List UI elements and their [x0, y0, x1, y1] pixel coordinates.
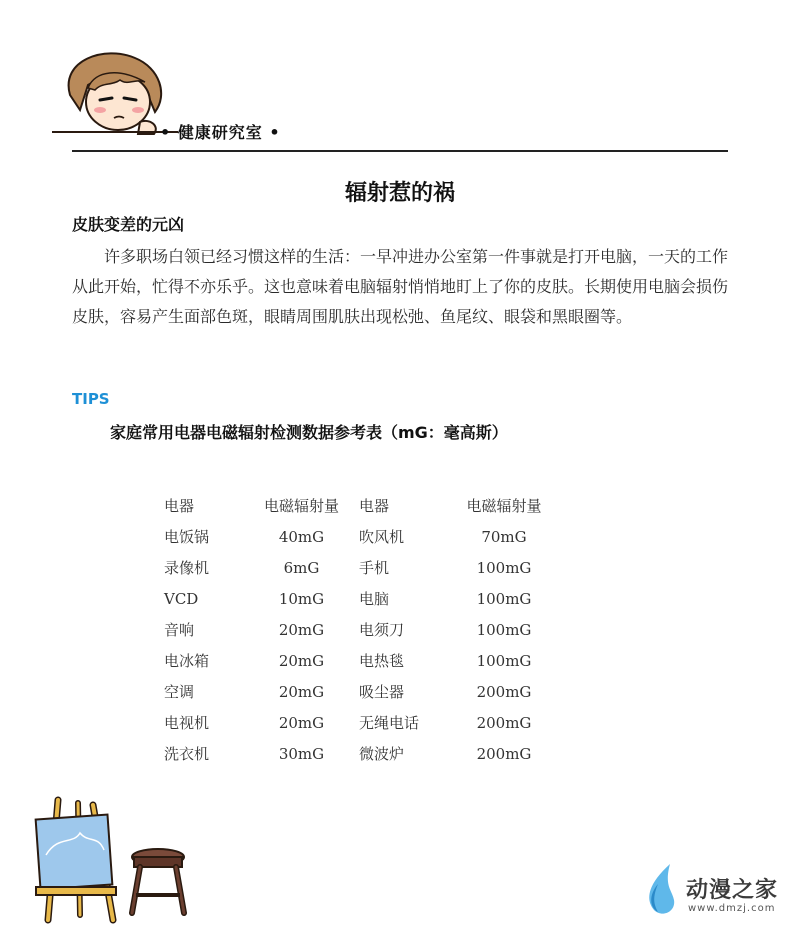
- appliance-cell: 手机: [359, 559, 390, 577]
- radiation-cell: 20mG: [278, 620, 325, 639]
- easel-illustration: [18, 795, 208, 925]
- radiation-cell: 20mG: [278, 713, 325, 732]
- table-row: [164, 583, 564, 614]
- appliance-cell: 电须刀: [359, 621, 405, 639]
- appliance-cell: VCD: [164, 589, 199, 608]
- radiation-cell: 100mG: [476, 651, 532, 670]
- watermark-logo-icon: [640, 862, 684, 918]
- header-radiation: 电磁辐射量: [263, 497, 339, 515]
- tips-label: TIPS: [72, 390, 110, 408]
- appliance-cell: 录像机: [164, 559, 210, 577]
- appliance-cell: 微波炉: [359, 745, 405, 763]
- appliance-cell: 电视机: [164, 714, 210, 732]
- table-header-row: [164, 490, 564, 521]
- appliance-cell: 电热毯: [359, 652, 405, 670]
- appliance-cell: 吸尘器: [359, 683, 405, 701]
- radiation-data-table: [164, 490, 564, 769]
- radiation-cell: 40mG: [278, 527, 325, 546]
- section-heading: 皮肤变差的元凶: [72, 215, 185, 234]
- table-row: [164, 552, 564, 583]
- radiation-cell: 6mG: [283, 558, 320, 577]
- appliance-cell: 电脑: [359, 590, 390, 608]
- appliance-cell: 电饭锅: [164, 528, 210, 546]
- appliance-cell: 无绳电话: [359, 714, 420, 732]
- table-row: [164, 614, 564, 645]
- article-title: 辐射惹的祸: [344, 181, 455, 206]
- table-row: [164, 707, 564, 738]
- header-radiation: 电磁辐射量: [466, 497, 542, 515]
- radiation-cell: 100mG: [476, 620, 532, 639]
- header-appliance: 电器: [164, 497, 195, 515]
- watermark-url: www.dmzj.com: [688, 903, 776, 914]
- radiation-cell: 200mG: [476, 713, 532, 732]
- header-divider: [72, 150, 728, 152]
- section-label: • 健康研究室 •: [160, 123, 281, 142]
- table-row: [164, 738, 564, 769]
- header-appliance: 电器: [359, 497, 390, 515]
- table-row: [164, 645, 564, 676]
- radiation-cell: 10mG: [278, 589, 325, 608]
- watermark-name: 动漫之家: [686, 878, 779, 903]
- radiation-cell: 100mG: [476, 558, 532, 577]
- radiation-cell: 200mG: [476, 682, 532, 701]
- appliance-cell: 吹风机: [359, 528, 405, 546]
- appliance-cell: 音响: [164, 621, 195, 639]
- radiation-cell: 200mG: [476, 744, 532, 763]
- article-paragraph: 许多职场白领已经习惯这样的生活：一早冲进办公室第一件事就是打开电脑，一天的工作从此开始，忙得不亦乐乎。这也意味着电脑辐射悄悄地盯上了你的皮肤。长期使用电脑会损伤皮肤，容易产生面部色斑，眼睛周围肌肤出现松弛、鱼尾纹、眼袋和黑眼圈等。: [72, 247, 729, 326]
- appliance-cell: 洗衣机: [164, 745, 210, 763]
- table-row: [164, 521, 564, 552]
- table-title: 家庭常用电器电磁辐射检测数据参考表（mG：毫高斯）: [110, 423, 508, 442]
- radiation-cell: 30mG: [278, 744, 325, 763]
- radiation-cell: 20mG: [278, 651, 325, 670]
- appliance-cell: 电冰箱: [164, 652, 210, 670]
- table-row: [164, 676, 564, 707]
- appliance-cell: 空调: [164, 683, 195, 701]
- radiation-cell: 70mG: [481, 527, 527, 546]
- radiation-cell: 20mG: [278, 682, 325, 701]
- radiation-cell: 100mG: [476, 589, 532, 608]
